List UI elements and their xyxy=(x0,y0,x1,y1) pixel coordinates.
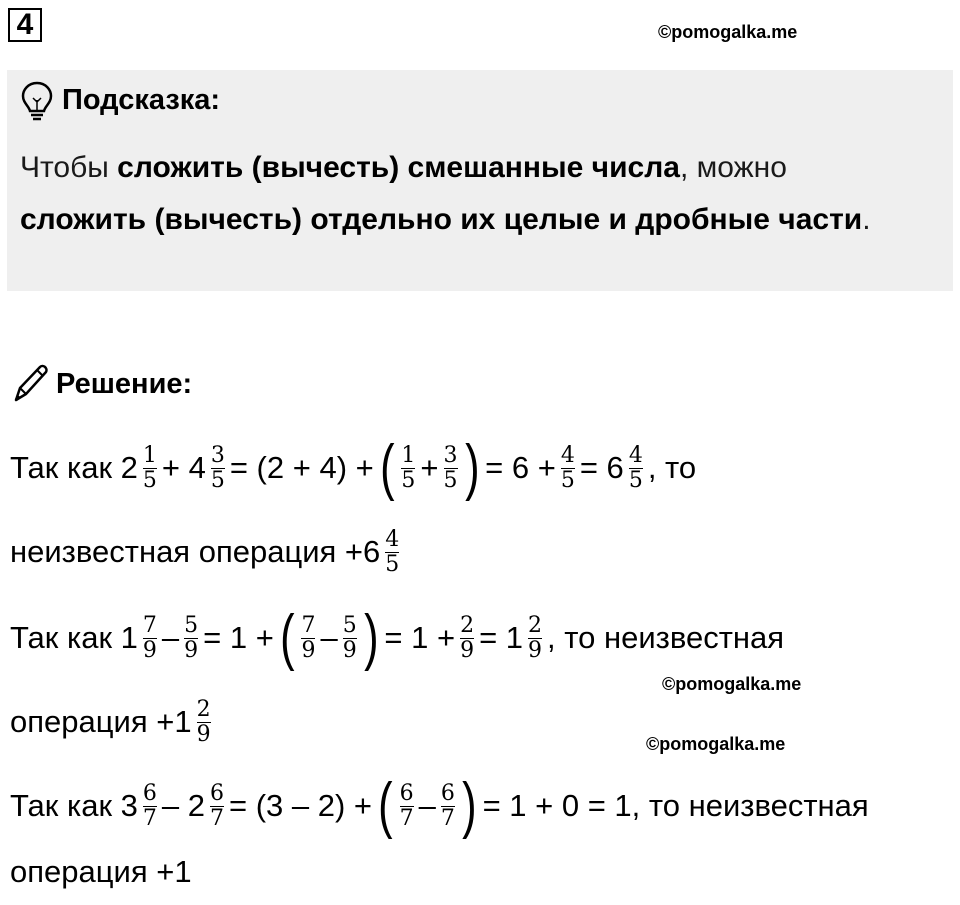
fraction: $\frac{1}{5}$ xyxy=(142,442,157,493)
fraction: $\frac{5}{9}$ xyxy=(184,612,199,663)
fraction: $\frac{6}{7}$ xyxy=(440,780,455,831)
fraction: $\frac{2}{9}$ xyxy=(196,696,211,747)
solution-line-2: неизвестная операция +6 $\frac{4}{5}$ xyxy=(10,526,400,577)
fraction: $\frac{6}{7}$ xyxy=(142,780,157,831)
watermark-middle: ©pomogalka.me xyxy=(662,674,802,694)
task-number: 4 xyxy=(8,8,42,42)
solution-line-6: операция +1 xyxy=(10,854,192,889)
fraction: $\frac{1}{5}$ xyxy=(401,442,416,493)
fraction: $\frac{4}{5}$ xyxy=(385,526,400,577)
solution-line-1: Так как 2 $\frac{1}{5}$ + 4 $\frac{3}{5}$ = (2 + 4) + ( $\frac{1}{5}$ + $\frac{3}{5}$ ) = 6 + $\frac{4}{5}$ = 6 $\frac{4}{5}$ , то xyxy=(10,433,697,502)
fraction: $\frac{7}{9}$ xyxy=(142,612,157,663)
fraction: $\frac{3}{5}$ xyxy=(210,442,225,493)
fraction: $\frac{4}{5}$ xyxy=(560,442,575,493)
fraction: $\frac{6}{7}$ xyxy=(399,780,414,831)
hint-text: Чтобы сложить (вычесть) смешанные числа, можно сложить (вычесть) отдельно их целые и дробные части. xyxy=(20,151,871,236)
fraction: $\frac{6}{7}$ xyxy=(209,780,224,831)
solution-title: Решение: xyxy=(56,368,193,400)
pencil-icon xyxy=(10,362,52,411)
fraction: $\frac{7}{9}$ xyxy=(301,612,316,663)
solution-line-5: Так как 3 $\frac{6}{7}$ – 2 $\frac{6}{7}$ = (3 – 2) + ( $\frac{6}{7}$ – $\frac{6}{7}$ ) = 1 + 0 = 1, то неизвестная xyxy=(10,771,869,840)
solution-line-3: Так как 1 $\frac{7}{9}$ – $\frac{5}{9}$ = 1 + ( $\frac{7}{9}$ – $\frac{5}{9}$ ) = 1 + $\frac{2}{9}$ = 1 $\frac{2}{9}$ , то неизвестная xyxy=(10,603,785,672)
watermark-lower: ©pomogalka.me xyxy=(646,734,786,754)
fraction: $\frac{2}{9}$ xyxy=(460,612,475,663)
fraction: $\frac{4}{5}$ xyxy=(628,442,643,493)
fraction: $\frac{2}{9}$ xyxy=(528,612,543,663)
hint-title: Подсказка: xyxy=(62,84,221,116)
watermark-top: ©pomogalka.me xyxy=(658,22,798,42)
fraction: $\frac{3}{5}$ xyxy=(443,442,458,493)
lightbulb-icon xyxy=(20,80,54,127)
solution-line-4: операция +1 $\frac{2}{9}$ xyxy=(10,696,211,747)
fraction: $\frac{5}{9}$ xyxy=(342,612,357,663)
